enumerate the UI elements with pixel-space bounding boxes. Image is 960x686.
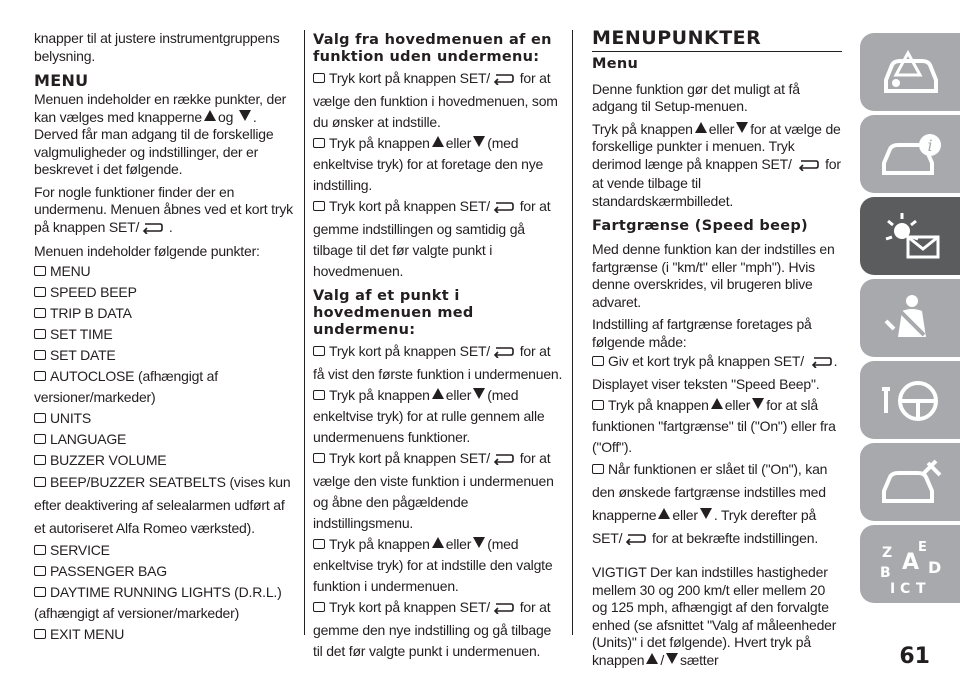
steps-no-submenu [313,68,564,282]
up-arrow-icon [646,653,658,664]
bullet-icon [313,201,325,211]
return-arrow-icon [492,599,514,620]
list-item: BUZZER VOLUME [34,450,296,471]
down-arrow-icon [752,398,764,409]
bullet-icon [34,308,46,318]
menu-paragraph-3: Menuen indeholder følgende punkter: [34,243,260,259]
down-arrow-icon [666,653,678,664]
bullet-icon [592,400,604,410]
up-arrow-icon [432,537,444,548]
return-arrow-icon [492,70,514,91]
list-item: DAYTIME RUNNING LIGHTS (D.R.L.) (afhængigt af versioner/markeder) [34,583,282,621]
bullet-icon [592,464,604,474]
tab-car-warning[interactable] [860,33,960,111]
list-item: LANGUAGE [34,429,296,450]
list-item: Tryk kort på knappen SET/ for at gemme den nye indstilling og gå tilbage til det før valgte punkt i undermenuen. [313,599,552,659]
tab-seatbelt[interactable] [860,279,960,357]
up-arrow-icon [432,136,444,147]
bullet-icon [313,539,325,549]
list-item: Tryk på knappen eller for at slå funktionen "fartgrænse" til ("On") eller fra ("Off"). [592,397,836,455]
bullet-icon [34,371,46,381]
list-item: Tryk kort på knappen SET/ for at vælge den funktion i hovedmenuen, som du ønsker at indstille. [313,70,558,130]
page-title: MENUPUNKTER [592,30,842,52]
speed-beep-subheading: Fartgrænse (Speed beep) [592,218,808,234]
list-item: Tryk på knappen eller (med enkeltvise tryk) for at indstille den valgte funktion i undermenuen. [313,536,553,594]
tab-steering-wheel[interactable] [860,361,960,439]
return-arrow-icon [624,529,646,552]
list-item: Tryk kort på knappen SET/ for at gemme indstillingen og samtidig gå tilbage til det før valgte punkt i hovedmenuen. [313,198,551,279]
svg-text:B: B [880,565,891,581]
tab-index[interactable] [860,525,960,603]
column-1 [34,30,296,645]
bullet-icon [34,350,46,360]
down-arrow-icon [473,136,485,147]
bullet-icon [592,356,604,366]
menu-subheading: Menu [592,55,639,72]
bullet-icon [34,477,46,487]
column-2 [313,30,564,662]
bullet-icon [34,329,46,339]
list-item: Tryk på knappen eller (med enkeltvise tryk) for at rulle gennem alle undermenuens funktioner. [313,387,545,445]
return-arrow-icon [492,343,514,364]
down-arrow-icon [473,537,485,548]
seatbelt-icon [878,291,948,346]
list-item: SPEED BEEP [34,282,296,303]
bullet-icon [34,266,46,276]
bullet-icon [34,629,46,639]
bullet-icon [34,587,46,597]
up-arrow-icon [658,508,670,519]
speed-description: Med denne funktion kan der indstilles en fartgrænse (i "km/t" eller "mph"). Hvis denne overskrides, vil brugeren blive advaret. [592,241,835,310]
bullet-icon [34,545,46,555]
list-item: Tryk på knappen eller (med enkeltvise tryk) for at foretage den nye indstilling. [313,135,544,193]
steering-wheel-icon [878,373,948,428]
svg-text:Z: Z [882,545,893,561]
bullet-icon [313,453,325,463]
bullet-icon [34,455,46,465]
return-arrow-icon [492,198,514,219]
bullet-icon [313,602,325,612]
speed-setup-intro: Indstilling af fartgrænse foretages på følgende måde: [592,316,812,350]
up-arrow-icon [432,388,444,399]
down-arrow-icon [736,122,748,133]
down-arrow-icon [700,508,712,519]
menu-item-list [34,261,296,645]
intro-text: knapper til at justere instrumentgruppens belysning. [34,30,280,64]
return-arrow-icon [810,353,832,374]
car-info-icon [878,127,948,182]
menu-description: Denne funktion gør det muligt at få adgang til Setup-menuen. [592,80,800,114]
menu-paragraph-2: For nogle funktioner finder der en undermenu. Menuen åbnes ved et kort tryk på knappen SET/ . [34,184,296,239]
section-heading-no-submenu: Valg fra hovedmenuen af en funktion uden undermenu: [313,32,552,65]
menu-instructions: Tryk på knappen eller for at vælge de forskellige punkter i menuen. Tryk derimod længe på knappen SET/ for at vende tilbage til standardskærmbilledet. [592,120,841,209]
list-item: EXIT MENU [34,624,296,645]
svg-text:A: A [902,550,920,575]
bullet-icon [313,73,325,83]
vigtigt-note: VIGTIGT Der kan indstilles hastigheder mellem 30 og 200 km/t eller mellem 20 og 125 mph, afhængigt af den forvalgte enhed (se afsnittet "Valg af måleenheder (Units)" i det følgende). Hvert tryk på knappen / sætter [592,564,837,668]
up-arrow-icon [204,110,216,121]
list-item: Når funktionen er slået til ("On"), kan den ønskede fartgrænse indstilles med knapperne eller . Tryk derefter på SET/ for at bekræfte indstillingen. [592,458,842,552]
list-item: Tryk kort på knappen SET/ for at få vist den første funktion i undermenuen. [313,343,563,382]
list-item: MENU [34,261,296,282]
list-item: UNITS [34,408,296,429]
svg-text:C: C [900,581,911,597]
up-arrow-icon [695,122,707,133]
list-item: Tryk kort på knappen SET/ for at vælge den viste funktion i undermenuen og åbne den pågældende indstillingsmenu. [313,450,554,531]
bullet-icon [34,566,46,576]
list-item: AUTOCLOSE (afhængigt af versioner/markeder) [34,367,218,405]
svg-text:T: T [916,581,926,597]
page-number: 61 [899,644,930,669]
list-item: SERVICE [34,540,296,561]
column-3 [592,27,842,674]
return-arrow-icon [492,450,514,471]
steps-with-submenu [313,341,564,662]
list-item: Giv et kort tryk på knappen SET/ . Displayet viser teksten "Speed Beep". [592,353,838,392]
menu-paragraph-1: Menuen indeholder en række punkter, der kan vælges med knapperne og . Derved får man adgang til de forskellige valgmuligheder og indstillinger, der er beskrevet i det følgende. [34,91,287,177]
list-item: BEEP/BUZZER SEATBELTS (vises kun efter deaktivering af selealarmen udført af et autoriseret Alfa Romeo værksted). [34,473,291,536]
section-heading-with-submenu: Valg af et punkt i hovedmenuen med undermenu: [313,288,474,338]
list-item: SET TIME [34,324,296,345]
tab-light-envelope[interactable] [860,197,960,275]
bullet-icon [34,413,46,423]
return-arrow-icon [797,158,819,176]
list-item: PASSENGER BAG [34,561,296,582]
car-tools-icon [878,455,948,510]
index-letters-icon [878,537,948,597]
svg-text:I: I [890,581,896,597]
tab-car-tools[interactable] [860,443,960,521]
down-arrow-icon [473,388,485,399]
return-arrow-icon [141,221,163,239]
svg-text:D: D [928,558,942,577]
bullet-icon [313,346,325,356]
speed-steps [592,351,842,552]
bullet-icon [313,390,325,400]
bullet-icon [34,434,46,444]
light-envelope-icon [878,209,948,264]
bullet-icon [313,138,325,148]
down-arrow-icon [239,110,251,121]
car-warning-icon [878,45,948,100]
svg-text:i: i [927,136,933,155]
list-item: SET DATE [34,345,296,366]
list-item: TRIP B DATA [34,303,296,324]
tab-car-info[interactable] [860,115,960,193]
svg-text:E: E [918,540,927,555]
up-arrow-icon [711,398,723,409]
menu-heading: MENU [34,71,89,90]
bullet-icon [34,287,46,297]
